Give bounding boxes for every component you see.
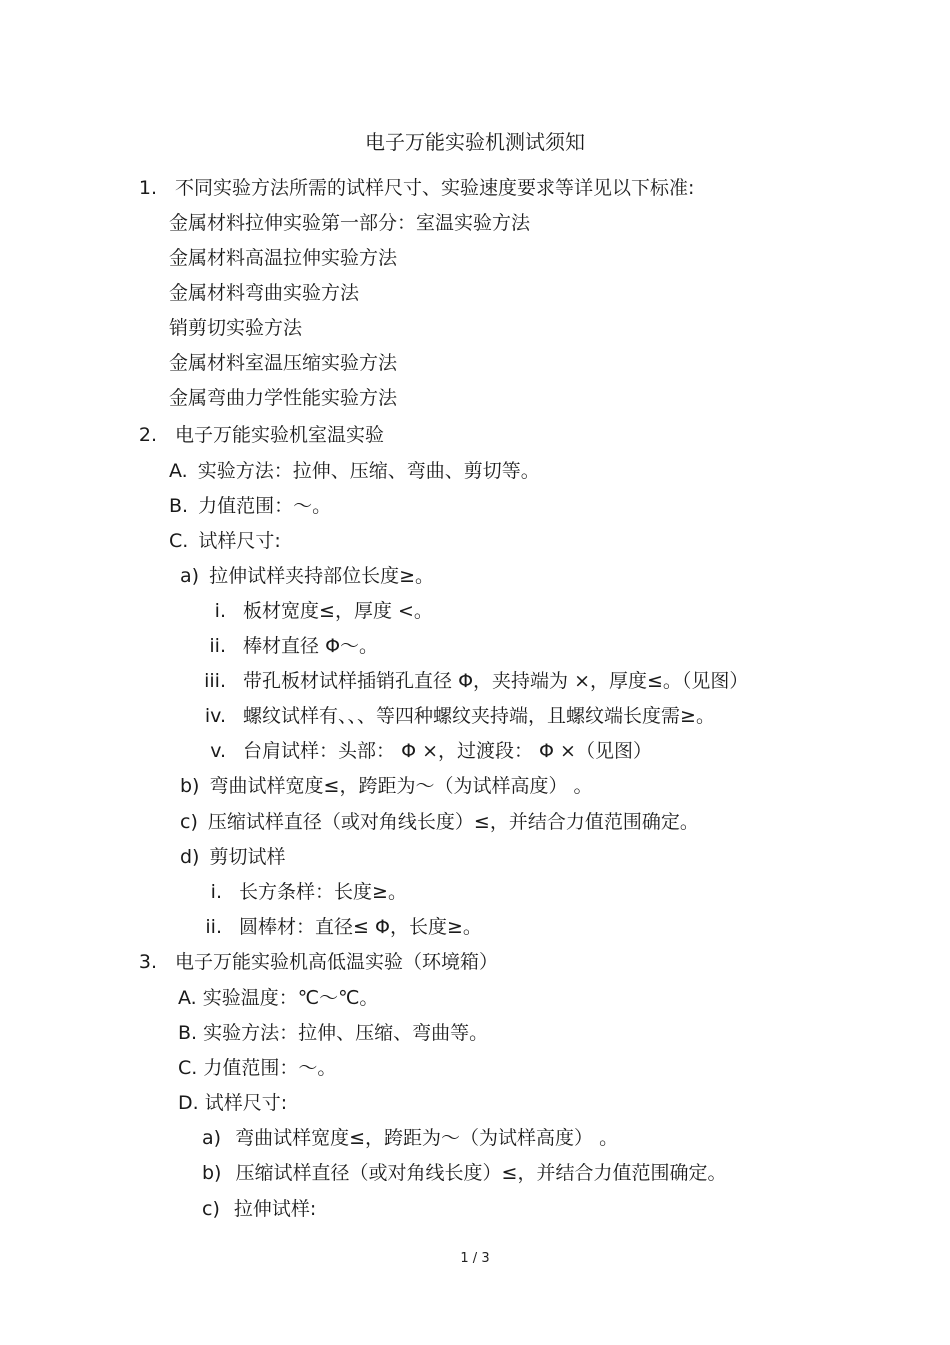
list-text: 拉伸试样:	[233, 1198, 317, 1220]
list-marker: A.	[178, 987, 197, 1009]
list-item-roman	[196, 702, 715, 730]
list-item-3d-a	[202, 1124, 618, 1152]
list-item-standard	[169, 244, 397, 272]
list-text: 板材宽度≤，厚度 <。	[243, 600, 433, 622]
list-item-3d-c	[202, 1195, 316, 1223]
list-text: 棒材直径 Φ～。	[243, 635, 379, 657]
list-item-2a	[169, 457, 540, 485]
list-marker: C.	[169, 530, 189, 552]
document-title: 电子万能实验机测试须知	[365, 130, 585, 154]
list-text: 金属材料拉伸实验第一部分：室温实验方法	[169, 212, 531, 234]
list-text: 圆棒材：直径≤ Φ，长度≥。	[239, 916, 482, 938]
list-text: 长方条样：长度≥。	[239, 881, 407, 903]
list-marker: v.	[210, 740, 226, 762]
list-marker: a)	[180, 565, 200, 587]
list-item-roman	[196, 737, 652, 765]
list-text: 剪切试样	[209, 846, 286, 868]
list-marker: iv.	[204, 705, 226, 727]
list-text: 力值范围：～。	[198, 495, 332, 517]
list-marker: i.	[214, 600, 226, 622]
list-text: 台肩试样：头部： Φ ×，过渡段： Φ ×（见图）	[243, 740, 652, 762]
list-text: 试样尺寸:	[204, 1092, 288, 1114]
list-text: 实验方法：拉伸、压缩、弯曲等。	[203, 1022, 489, 1044]
list-item-roman	[196, 597, 433, 625]
list-marker: ii.	[205, 916, 222, 938]
list-text: 实验方法：拉伸、压缩、弯曲、剪切等。	[197, 460, 540, 482]
list-item-3d	[178, 1089, 287, 1117]
list-text: 不同实验方法所需的试样尺寸、实验速度要求等详见以下标准:	[175, 177, 695, 199]
list-text: 力值范围：～。	[203, 1057, 337, 1079]
list-marker: 2.	[138, 424, 157, 446]
list-text: 弯曲试样宽度≤，跨距为～（为试样高度） 。	[209, 775, 593, 797]
list-text: 试样尺寸:	[198, 530, 281, 552]
list-marker: D.	[178, 1092, 199, 1114]
list-marker: A.	[169, 460, 188, 482]
list-item-2c-d	[180, 843, 286, 871]
list-text: 压缩试样直径（或对角线长度）≤，并结合力值范围确定。	[207, 811, 699, 833]
list-item-roman	[192, 913, 482, 941]
list-marker: B.	[169, 495, 189, 517]
list-marker: 3.	[138, 951, 157, 973]
list-item-2c-c	[180, 808, 699, 836]
list-item-standard	[169, 314, 302, 342]
page-number: 1 / 3	[460, 1251, 490, 1266]
list-text: 拉伸试样夹持部位长度≥。	[209, 565, 435, 587]
list-marker: ii.	[209, 635, 226, 657]
list-marker: d)	[180, 846, 200, 868]
list-marker: c)	[180, 811, 198, 833]
list-item-1	[135, 174, 694, 202]
list-marker: b)	[180, 775, 200, 797]
list-item-roman	[192, 878, 407, 906]
list-item-roman	[196, 632, 378, 660]
list-marker: b)	[202, 1162, 222, 1184]
list-text: 螺纹试样有、、、等四种螺纹夹持端，且螺纹端长度需≥。	[243, 705, 715, 727]
list-item-2b	[169, 492, 331, 520]
list-item-2c-b	[180, 772, 593, 800]
list-text: 电子万能实验机高低温实验（环境箱）	[175, 951, 499, 973]
list-marker: B.	[178, 1022, 198, 1044]
list-text: 金属材料高温拉伸实验方法	[169, 247, 398, 269]
list-text: 压缩试样直径（或对角线长度）≤，并结合力值范围确定。	[235, 1162, 727, 1184]
list-text: 金属弯曲力学性能实验方法	[169, 387, 398, 409]
list-marker: iii.	[204, 670, 226, 692]
list-item-standard	[169, 279, 359, 307]
list-item-3d-b	[202, 1159, 726, 1187]
list-text: 带孔板材试样插销孔直径 Φ，夹持端为 ×，厚度≤。（见图）	[243, 670, 749, 692]
list-text: 弯曲试样宽度≤，跨距为～（为试样高度） 。	[235, 1127, 619, 1149]
list-marker: 1.	[138, 177, 157, 199]
list-item-2c-a	[180, 562, 434, 590]
list-text: 金属材料弯曲实验方法	[169, 282, 360, 304]
list-item-3b	[178, 1019, 488, 1047]
list-marker: c)	[202, 1198, 220, 1220]
list-item-standard	[169, 384, 397, 412]
list-text: 电子万能实验机室温实验	[175, 424, 385, 446]
list-item-3a	[178, 984, 378, 1012]
list-text: 实验温度：℃～℃。	[202, 987, 379, 1009]
list-text: 销剪切实验方法	[169, 317, 303, 339]
list-marker: i.	[210, 881, 222, 903]
list-item-3c	[178, 1054, 336, 1082]
list-item-standard	[169, 209, 530, 237]
list-item-roman	[196, 667, 748, 695]
list-item-2	[135, 421, 384, 449]
list-item-standard	[169, 349, 397, 377]
list-item-3	[135, 948, 498, 976]
list-item-2c	[169, 527, 281, 555]
list-marker: C.	[178, 1057, 198, 1079]
list-marker: a)	[202, 1127, 222, 1149]
list-text: 金属材料室温压缩实验方法	[169, 352, 398, 374]
